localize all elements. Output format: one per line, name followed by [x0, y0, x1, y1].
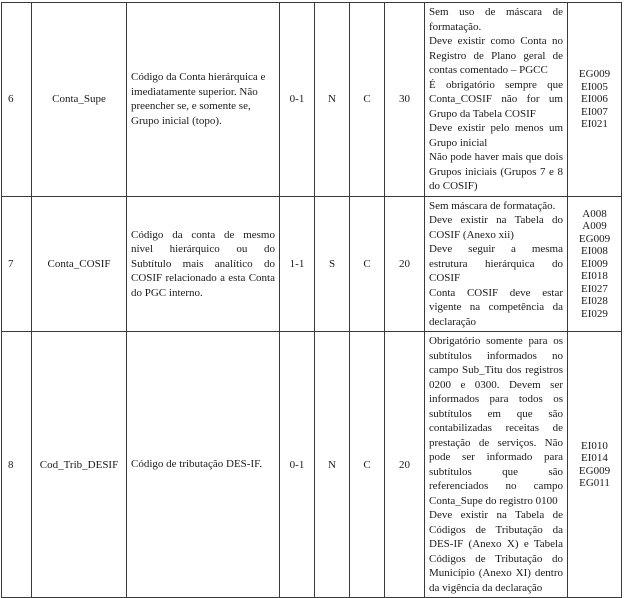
validation-note: É obrigatório sempre que Conta_COSIF não for um Grupo da Tabela COSIF [429, 78, 563, 120]
validation-note: Deve existir como Conta no Registro de Plano geral de contas comentado – PGCC [429, 35, 563, 76]
field-type: C [350, 196, 385, 332]
field-length: 20 [385, 196, 425, 332]
error-code: EG011 [579, 477, 610, 489]
error-code: EG009 [578, 464, 611, 477]
field-required: S [315, 196, 350, 332]
error-code: EI007 [581, 105, 608, 118]
error-codes [568, 332, 622, 598]
error-code: EI008 [581, 245, 608, 257]
validation-note: Deve existir pelo menos um Grupo inicial [429, 122, 563, 149]
field-name: Conta_COSIF [32, 196, 127, 332]
validation-note: Deve existir na Tabela do COSIF (Anexo xii) [429, 214, 563, 241]
error-code: EI009 [581, 257, 608, 270]
error-code: EI027 [581, 282, 608, 295]
validation-note: Não pode haver mais que dois Grupos iniciais (Grupos 7 e 8 do COSIF) [429, 151, 563, 192]
field-description: Código de tributação DES-IF. [127, 332, 280, 598]
field-occurrence: 1-1 [280, 196, 315, 332]
field-spec-table [1, 2, 622, 598]
field-name: Cod_Trib_DESIF [32, 332, 127, 598]
validation-notes [425, 3, 568, 197]
field-required: N [315, 3, 350, 197]
field-required: N [315, 332, 350, 598]
table-row [2, 196, 622, 332]
table-row [2, 332, 622, 598]
field-occurrence: 0-1 [280, 332, 315, 598]
validation-note: Conta COSIF deve estar vigente na competência da declaração [429, 286, 563, 328]
error-code: EI006 [581, 93, 608, 105]
field-description: Código da Conta hierárquica e imediatamente superior. Não preencher se, e somente se, Grupo inicial (topo). [127, 3, 280, 197]
error-code: A009 [582, 220, 607, 232]
error-code: EG009 [578, 68, 611, 80]
validation-note: Deve seguir a mesma estrutura hierárquica do COSIF [429, 243, 563, 284]
error-code: EI018 [581, 270, 608, 282]
field-type: C [350, 3, 385, 197]
validation-notes [425, 196, 568, 332]
row-number: 8 [2, 332, 32, 598]
error-code: EI010 [581, 439, 608, 452]
row-number: 7 [2, 196, 32, 332]
validation-note: Obrigatório somente para os subtítulos informados no campo Sub_Titu dos registros 0200 e 0300. Devem ser informados para todos os subtítulos em que são contabilizadas receitas de prestação de serviços. Não pode ser informado para subtítulos que são referenciados no campo Conta_Supe do registro 0100 [429, 335, 563, 507]
error-code: EG009 [578, 232, 611, 245]
row-number: 6 [2, 3, 32, 197]
error-code: EI005 [581, 80, 608, 93]
field-description: Código da conta de mesmo nível hierárquico ou do Subtítulo mais analítico do COSIF relacionado a esta Conta do PGC interno. [127, 196, 280, 332]
error-code: EI028 [581, 295, 608, 307]
validation-notes [425, 332, 568, 598]
field-name: Conta_Supe [32, 3, 127, 197]
validation-note: Sem uso de máscara de formatação. [429, 6, 563, 33]
field-length: 20 [385, 332, 425, 598]
error-codes [568, 196, 622, 332]
error-code: EI021 [581, 118, 608, 130]
field-length: 30 [385, 3, 425, 197]
table-row [2, 3, 622, 197]
error-code: EI014 [581, 452, 608, 464]
field-type: C [350, 332, 385, 598]
validation-note: Sem máscara de formatação. [429, 199, 556, 212]
error-code: A008 [582, 207, 607, 220]
field-occurrence: 0-1 [280, 3, 315, 197]
error-code: EI029 [581, 307, 608, 320]
error-codes [568, 3, 622, 197]
validation-note: Deve existir na Tabela de Códigos de Tributação da DES-IF (Anexo X) e Tabela Códigos de Tributação do Município (Anexo XI) dentro da vigência da declaração [429, 509, 563, 594]
